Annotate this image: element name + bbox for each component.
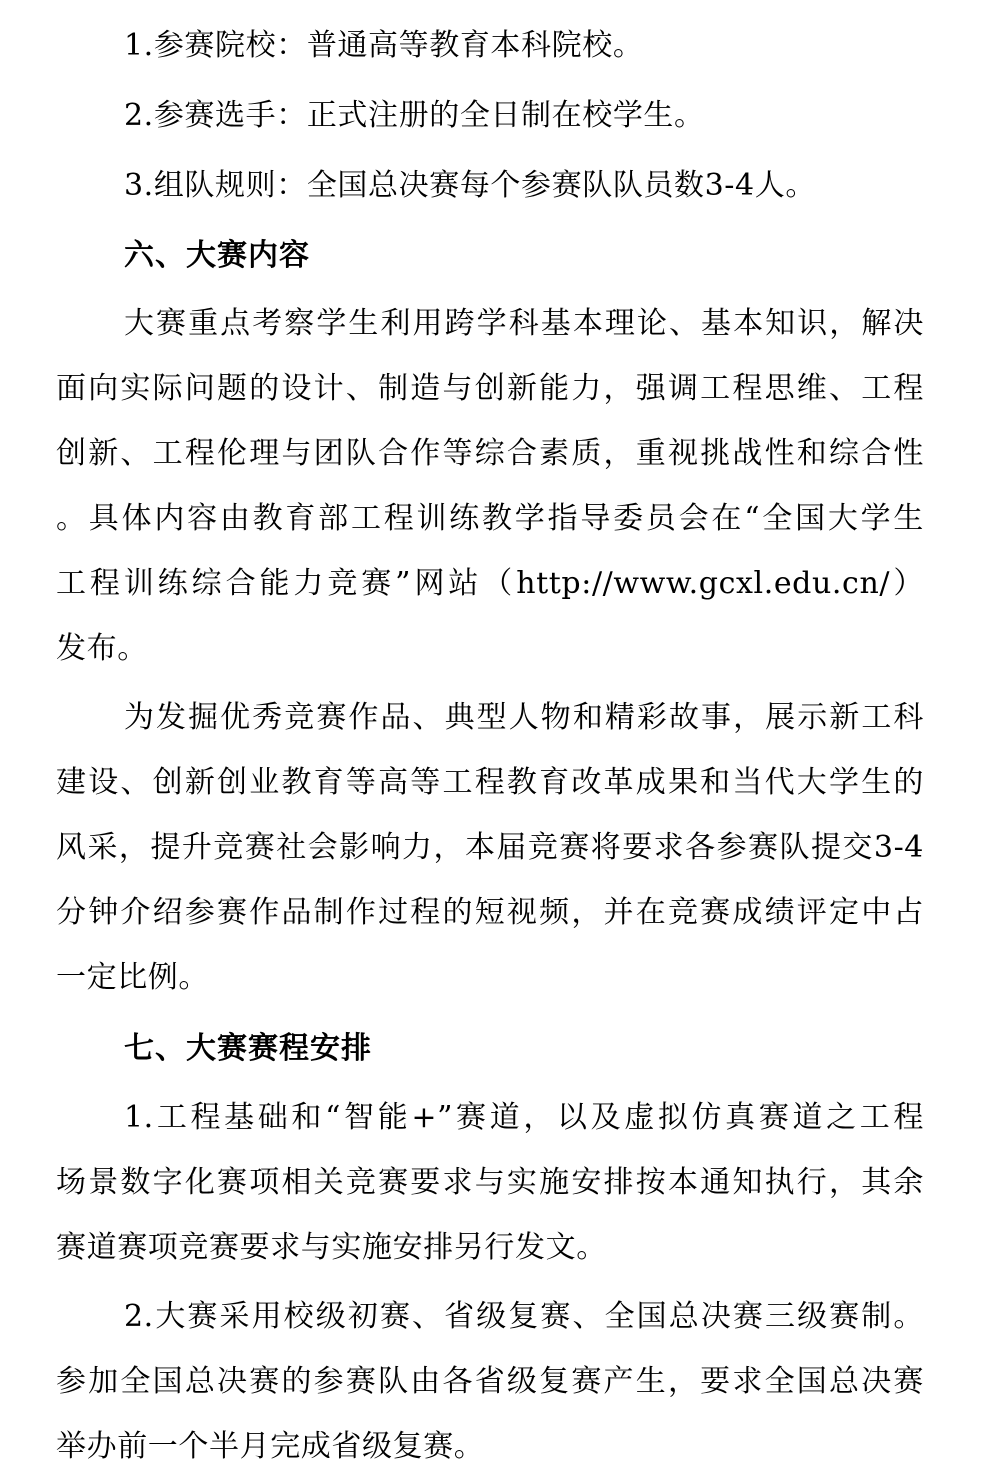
paragraph-line: 风采，提升竞赛社会影响力，本届竞赛将要求各参赛队提交3-4 xyxy=(56,830,924,865)
paragraph-line: 2.大赛采用校级初赛、省级复赛、全国总决赛三级赛制。 xyxy=(124,1299,924,1334)
paragraph-line: 赛道赛项竞赛要求与实施安排另行发文。 xyxy=(56,1230,607,1265)
item-team-rules: 3.组队规则：全国总决赛每个参赛队队员数3-4人。 xyxy=(124,168,816,203)
section-heading-schedule: 七、大赛赛程安排 xyxy=(124,1031,372,1066)
paragraph-line: 为发掘优秀竞赛作品、典型人物和精彩故事，展示新工科 xyxy=(124,700,924,735)
paragraph-line: 参加全国总决赛的参赛队由各省级复赛产生，要求全国总决赛 xyxy=(56,1364,924,1399)
paragraph-line: 大赛重点考察学生利用跨学科基本理论、基本知识，解决 xyxy=(124,306,924,341)
paragraph-line: 发布。 xyxy=(56,631,148,666)
paragraph-line: 分钟介绍参赛作品制作过程的短视频，并在竞赛成绩评定中占 xyxy=(56,895,924,930)
item-participating-institutions: 1.参赛院校：普通高等教育本科院校。 xyxy=(124,28,644,63)
paragraph-line: 面向实际问题的设计、制造与创新能力，强调工程思维、工程 xyxy=(56,371,924,406)
paragraph-line: 创新、工程伦理与团队合作等综合素质，重视挑战性和综合性 xyxy=(56,436,924,471)
paragraph-line: 1.工程基础和“智能+”赛道，以及虚拟仿真赛道之工程 xyxy=(124,1100,924,1135)
item-participants: 2.参赛选手：正式注册的全日制在校学生。 xyxy=(124,98,705,133)
paragraph-line: 场景数字化赛项相关竞赛要求与实施安排按本通知执行，其余 xyxy=(56,1165,924,1200)
paragraph-line: 一定比例。 xyxy=(56,960,209,995)
paragraph-line: 举办前一个半月完成省级复赛。 xyxy=(56,1429,485,1464)
paragraph-line: 工程训练综合能力竞赛”网站（http://www.gcxl.edu.cn/） xyxy=(56,566,924,601)
paragraph-line: 。具体内容由教育部工程训练教学指导委员会在“全国大学生 xyxy=(56,501,924,536)
paragraph-line: 建设、创新创业教育等高等工程教育改革成果和当代大学生的 xyxy=(56,765,924,800)
section-heading-contest-content: 六、大赛内容 xyxy=(124,238,310,273)
